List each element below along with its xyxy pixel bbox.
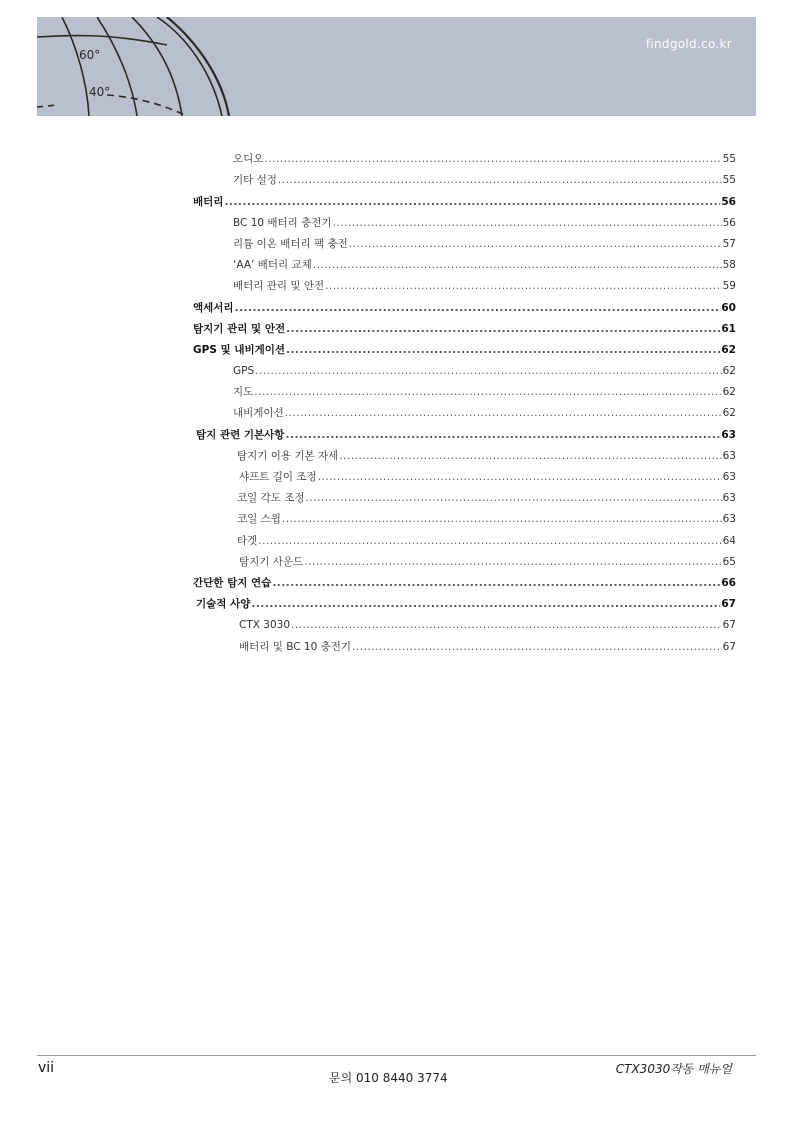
contact-info: 문의 010 8440 3774 bbox=[329, 1071, 448, 1085]
toc-section-entry[interactable] bbox=[193, 590, 736, 611]
toc-subsection-entry[interactable] bbox=[193, 463, 736, 484]
toc-page-number: 56 bbox=[722, 216, 736, 229]
toc-dot-leader bbox=[313, 259, 722, 272]
toc-dot-leader bbox=[339, 450, 721, 463]
toc-subsection-entry[interactable] bbox=[193, 548, 736, 569]
toc-page-number: 57 bbox=[722, 237, 736, 250]
toc-page-number: 65 bbox=[722, 555, 736, 568]
toc-page-number: 63 bbox=[722, 513, 736, 526]
toc-subsection-entry[interactable] bbox=[193, 230, 736, 251]
toc-subsection-entry[interactable] bbox=[193, 399, 736, 420]
toc-page-number: 67 bbox=[722, 640, 736, 653]
toc-dot-leader bbox=[306, 492, 722, 505]
toc-entry-label: 내비게이션 bbox=[233, 407, 284, 420]
toc-subsection-entry[interactable] bbox=[193, 611, 736, 632]
footer-divider bbox=[37, 1055, 756, 1056]
toc-dot-leader bbox=[318, 471, 722, 484]
toc-dot-leader bbox=[352, 641, 722, 654]
toc-page-number: 58 bbox=[722, 259, 736, 272]
toc-subsection-entry[interactable] bbox=[193, 166, 736, 187]
toc-dot-leader bbox=[255, 365, 721, 378]
toc-entry-label: 코일 스윕 bbox=[237, 513, 281, 526]
toc-page-number: 55 bbox=[722, 153, 736, 166]
toc-section-entry[interactable] bbox=[193, 569, 736, 590]
toc-page-number: 64 bbox=[722, 534, 736, 547]
toc-entry-label: 지도 bbox=[233, 386, 254, 399]
toc-page-number: 55 bbox=[722, 174, 736, 187]
page-number: vii bbox=[38, 1060, 55, 1076]
toc-subsection-entry[interactable] bbox=[193, 145, 736, 166]
toc-entry-label: 리튬 이온 배터리 팩 충전 bbox=[233, 237, 348, 250]
toc-dot-leader bbox=[224, 196, 720, 209]
toc-page-number: 62 bbox=[722, 407, 736, 420]
toc-entry-label: GPS 및 내비게이션 bbox=[193, 343, 286, 356]
toc-entry-label: 탐지기 이용 기본 자세 bbox=[237, 449, 339, 462]
toc-page-number: 66 bbox=[721, 576, 736, 589]
toc-entry-label: 탐지기 사운드 bbox=[239, 555, 304, 568]
toc-entry-label: ‘AA’ 배터리 교체 bbox=[233, 259, 312, 272]
toc-page-number: 62 bbox=[721, 343, 736, 356]
globe-icon bbox=[37, 17, 237, 116]
toc-page-number: 62 bbox=[722, 365, 736, 378]
toc-subsection-entry[interactable] bbox=[193, 209, 736, 230]
toc-subsection-entry[interactable] bbox=[193, 505, 736, 526]
toc-subsection-entry[interactable] bbox=[193, 272, 736, 293]
toc-page-number: 60 bbox=[721, 301, 736, 314]
toc-dot-leader bbox=[333, 217, 722, 230]
toc-section-entry[interactable] bbox=[193, 420, 736, 441]
toc-section-entry[interactable] bbox=[193, 336, 736, 357]
toc-page-number: 63 bbox=[722, 449, 736, 462]
toc-entry-label: 배터리 관리 및 안전 bbox=[233, 280, 325, 293]
toc-dot-leader bbox=[272, 577, 720, 590]
site-url: findgold.co.kr bbox=[645, 37, 732, 51]
toc-entry-label: 액세서리 bbox=[193, 301, 234, 314]
toc-dot-leader bbox=[325, 280, 721, 293]
toc-section-entry[interactable] bbox=[193, 293, 736, 314]
toc-subsection-entry[interactable] bbox=[193, 357, 736, 378]
toc-dot-leader bbox=[291, 619, 722, 632]
toc-entry-label: GPS bbox=[233, 365, 255, 378]
toc-dot-leader bbox=[278, 174, 722, 187]
toc-dot-leader bbox=[254, 386, 721, 399]
toc-entry-label: CTX 3030 bbox=[239, 619, 290, 632]
toc-page-number: 63 bbox=[722, 471, 736, 483]
globe-label-40: 40° bbox=[89, 85, 111, 99]
manual-title: CTX3030작동 매뉴얼 bbox=[615, 1062, 732, 1076]
toc-subsection-entry[interactable] bbox=[193, 442, 736, 463]
header-banner bbox=[37, 17, 756, 116]
toc-subsection-entry[interactable] bbox=[193, 526, 736, 547]
toc-entry-label: 탐지 관련 기본사항 bbox=[196, 428, 285, 441]
toc-entry-label: 코일 각도 조정 bbox=[237, 492, 305, 505]
toc-section-entry[interactable] bbox=[193, 315, 736, 336]
toc-entry-label: BC 10 배터리 충전기 bbox=[233, 216, 332, 229]
toc-dot-leader bbox=[258, 535, 721, 548]
toc-entry-label: 기타 설정 bbox=[233, 174, 277, 187]
toc-dot-leader bbox=[264, 153, 721, 166]
globe-label-60: 60° bbox=[79, 48, 101, 62]
toc-page-number: 62 bbox=[722, 386, 736, 399]
toc-entry-label: 간단한 탐지 연습 bbox=[193, 576, 272, 589]
toc-subsection-entry[interactable] bbox=[193, 378, 736, 399]
toc-entry-label: 기술적 사양 bbox=[196, 598, 251, 611]
toc-dot-leader bbox=[235, 302, 721, 315]
toc-page-number: 61 bbox=[721, 322, 736, 335]
toc-subsection-entry[interactable] bbox=[193, 632, 736, 653]
toc-dot-leader bbox=[286, 323, 720, 336]
toc-page-number: 67 bbox=[722, 619, 736, 632]
toc-page-number: 67 bbox=[721, 598, 736, 611]
toc-entry-label: 샤프트 길이 조정 bbox=[239, 471, 317, 483]
toc-entry-label: 오디오 bbox=[233, 153, 264, 166]
toc-dot-leader bbox=[285, 429, 720, 442]
toc-subsection-entry[interactable] bbox=[193, 251, 736, 272]
toc-entry-label: 탐지기 관리 및 안전 bbox=[193, 322, 286, 335]
toc-dot-leader bbox=[285, 407, 722, 420]
toc-page-number: 63 bbox=[721, 428, 736, 441]
toc-page-number: 56 bbox=[721, 195, 736, 208]
toc-dot-leader bbox=[349, 238, 722, 251]
toc-dot-leader bbox=[304, 556, 721, 569]
toc-section-entry[interactable] bbox=[193, 187, 736, 208]
toc-page-number: 63 bbox=[722, 492, 736, 505]
toc-dot-leader bbox=[251, 598, 720, 611]
table-of-contents bbox=[193, 145, 736, 654]
toc-dot-leader bbox=[286, 344, 720, 357]
toc-dot-leader bbox=[282, 513, 722, 526]
toc-entry-label: 배터리 및 BC 10 충전기 bbox=[239, 640, 352, 653]
toc-subsection-entry[interactable] bbox=[193, 484, 736, 505]
toc-entry-label: 타겟 bbox=[237, 534, 258, 547]
toc-page-number: 59 bbox=[722, 280, 736, 293]
toc-entry-label: 배터리 bbox=[193, 195, 224, 208]
